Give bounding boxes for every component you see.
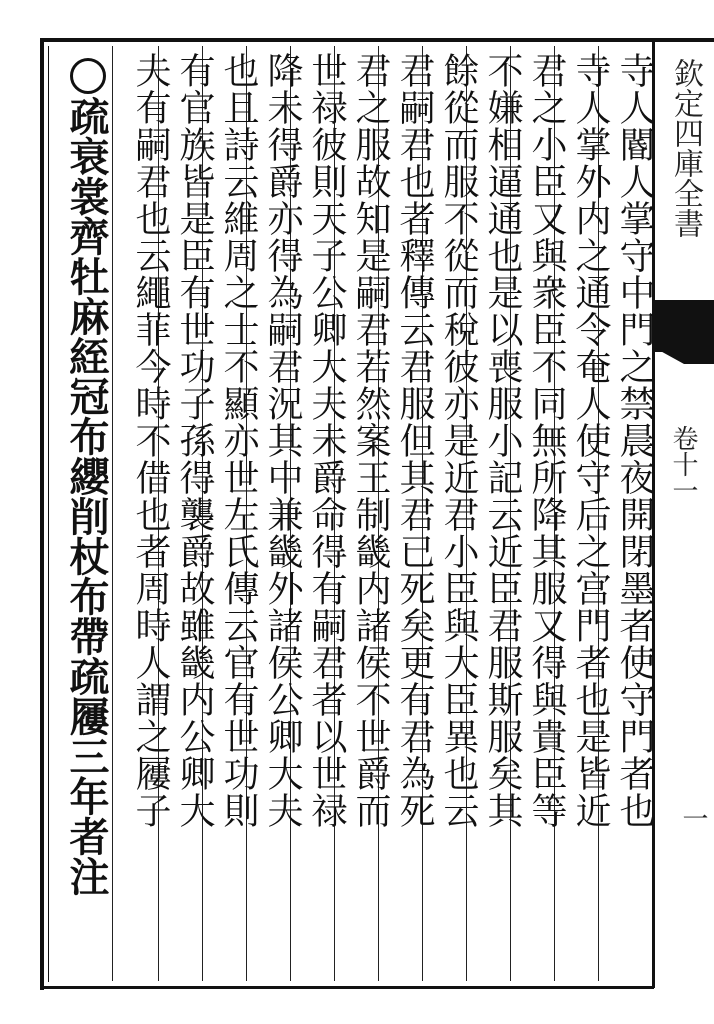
frame-left-border bbox=[40, 38, 44, 990]
text-column: 餘從而服不從而稅彼亦是近君小臣與大臣異也云 bbox=[438, 52, 479, 829]
main-text-column: 疏衰裳齊牡麻絰冠布纓削杖布帶疏屨三年者注 bbox=[63, 96, 110, 896]
text-column: 有官族皆是臣有世功子孫得襲爵故雖畿内公卿大 bbox=[174, 52, 215, 829]
text-column: 寺人掌外内之通令奄人使守后之宫門者也是皆近 bbox=[570, 52, 611, 829]
page-number: 一 bbox=[678, 805, 708, 831]
text-column: 君之服故知是嗣君若然案王制畿内諸侯不世爵而 bbox=[350, 52, 391, 829]
fishtail-mark bbox=[655, 300, 714, 352]
circle-mark-icon bbox=[70, 58, 106, 94]
text-column: 降未得爵亦得為嗣君況其中兼畿外諸侯公卿大夫 bbox=[262, 52, 303, 829]
text-column: 夫有嗣君也云繩菲今時不借也者周時人謂之屨子 bbox=[130, 52, 171, 829]
text-column: 不嫌相逼通也是以喪服小記云近臣君服斯服矣其 bbox=[482, 52, 523, 829]
text-column: 君嗣君也者釋傳云君服但其君已死矣更有君為死 bbox=[394, 52, 435, 829]
text-column: 也且詩云維周之士不顯亦世左氏傳云官有世功則 bbox=[218, 52, 259, 829]
book-title: 欽定四庫全書 bbox=[668, 58, 703, 238]
frame-bottom-border bbox=[40, 986, 654, 989]
text-column: 寺人閽人掌守中門之禁晨夜開閉墨者使守門者也 bbox=[614, 52, 655, 829]
volume-label: 卷十一 bbox=[668, 425, 698, 503]
column-rule bbox=[112, 46, 113, 981]
text-column: 君之小臣又與衆臣不同無所降其服又得與貴臣等 bbox=[526, 52, 567, 829]
text-column: 世禄彼則天子公卿大夫未爵命得有嗣君者以世禄 bbox=[306, 52, 347, 829]
frame-top-border bbox=[40, 38, 714, 42]
frame-inner-rule bbox=[48, 46, 49, 982]
